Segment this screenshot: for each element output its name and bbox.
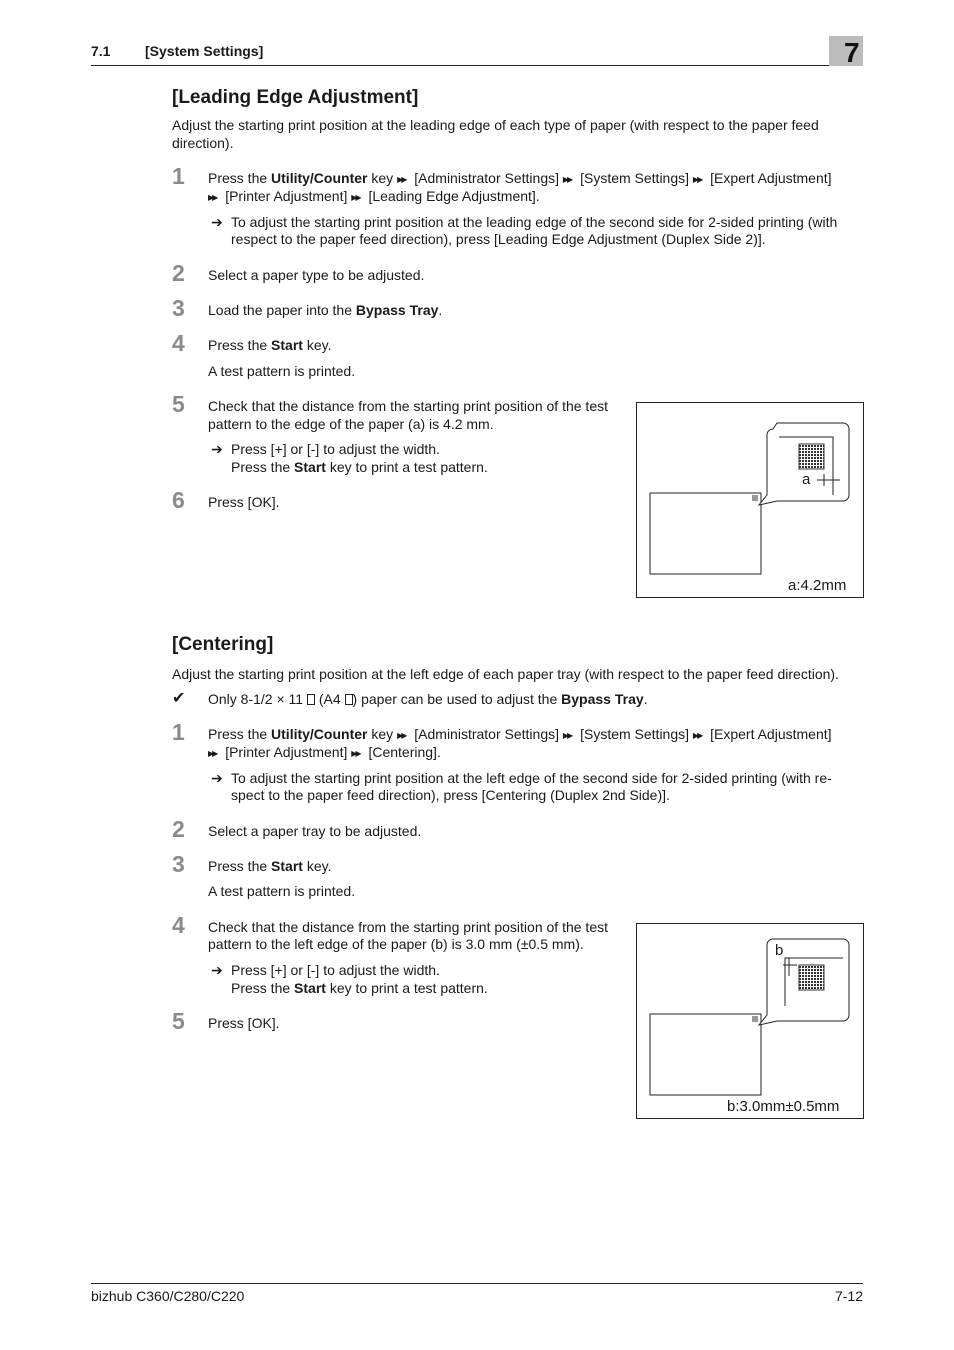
footer-rule: [91, 1283, 863, 1284]
paper-orientation-icon: [345, 694, 353, 705]
double-arrow-icon: ▶▶: [397, 175, 406, 184]
figure-caption: b:3.0mm±0.5mm: [727, 1098, 840, 1115]
step-number: 5: [172, 1008, 185, 1034]
leading-edge-heading: [Leading Edge Adjustment]: [172, 87, 419, 108]
step-text: Press [OK].: [208, 1015, 280, 1031]
double-arrow-icon: ▶▶: [692, 731, 702, 740]
step-text: Press the Start key.: [208, 337, 332, 353]
double-arrow-icon: ▶▶: [692, 175, 702, 184]
double-arrow-icon: ▶▶: [351, 193, 360, 202]
figure-caption: a:4.2mm: [788, 577, 847, 594]
leading-edge-intro-line2: direction).: [172, 135, 234, 151]
step-result: A test pattern is printed.: [208, 363, 356, 379]
dimension-label: a: [802, 471, 811, 488]
step-text: Select a paper type to be adjusted.: [208, 267, 425, 283]
sub-step-text: respect to the paper feed direction), press [Leading Edge Adjustment (Duplex Side 2)].: [231, 231, 766, 247]
sub-step-text: Press [+] or [-] to adjust the width.: [231, 962, 440, 978]
double-arrow-icon: ▶▶: [397, 731, 406, 740]
step-number: 1: [172, 719, 185, 745]
step-text: Press the Utility/Counter key ▶▶ [Administrator Settings] ▶▶ [System Settings] ▶▶ [Expert Adjustment]: [208, 170, 832, 186]
step-number: 6: [172, 487, 185, 513]
step-text: pattern to the edge of the paper (a) is 4.2 mm.: [208, 416, 494, 432]
chapter-number: 7: [844, 37, 860, 68]
footer-model: bizhub C360/C280/C220: [91, 1288, 245, 1304]
leading-edge-intro-line1: Adjust the starting print position at the leading edge of each type of paper (with respect to the paper feed: [172, 117, 819, 133]
double-arrow-icon: ▶▶: [562, 175, 572, 184]
double-arrow-icon: ▶▶: [208, 749, 217, 758]
double-arrow-icon: ▶▶: [351, 749, 360, 758]
step-number: 4: [172, 912, 185, 938]
step-text: pattern to the left edge of the paper (b) is 3.0 mm (±0.5 mm).: [208, 936, 584, 952]
check-icon: ✔: [172, 690, 186, 707]
header-rule: [91, 65, 863, 66]
step-text: Press the Start key.: [208, 858, 332, 874]
step-text: Press [OK].: [208, 494, 280, 510]
step-text: ▶▶ [Printer Adjustment] ▶▶ [Centering].: [208, 744, 441, 760]
paper-orientation-icon: [307, 694, 315, 705]
step-text: Press the Utility/Counter key ▶▶ [Administrator Settings] ▶▶ [System Settings] ▶▶ [Expert Adjustment]: [208, 726, 832, 742]
sub-step-text: To adjust the starting print position at the left edge of the second side for 2-sided printing (with re-: [231, 770, 832, 786]
sub-step-text: Press the Start key to print a test pattern.: [231, 980, 488, 996]
sub-step-text: Press the Start key to print a test pattern.: [231, 459, 488, 475]
centering-heading: [Centering]: [172, 634, 274, 655]
sub-step-text: To adjust the starting print position at the leading edge of the second side for 2-sided printing (with: [231, 214, 838, 230]
arrow-icon: ➔: [211, 441, 223, 457]
step-text: Check that the distance from the starting print position of the test: [208, 919, 608, 935]
step-number: 2: [172, 816, 185, 842]
leading-edge-figure: [636, 402, 864, 598]
step-result: A test pattern is printed.: [208, 883, 356, 899]
arrow-icon: ➔: [211, 770, 223, 786]
sub-step-text: spect to the paper feed direction), press [Centering (Duplex 2nd Side)].: [231, 787, 670, 803]
sub-step-text: Press [+] or [-] to adjust the width.: [231, 441, 440, 457]
arrow-icon: ➔: [211, 214, 223, 230]
step-text: Load the paper into the Bypass Tray.: [208, 302, 443, 318]
step-number: 2: [172, 260, 185, 286]
step-number: 3: [172, 295, 185, 321]
dimension-label: b: [775, 942, 784, 959]
section-number: 7.1: [91, 43, 111, 59]
arrow-icon: ➔: [211, 962, 223, 978]
centering-figure: [636, 923, 864, 1119]
paper-diagram: [637, 403, 863, 597]
step-number: 1: [172, 163, 185, 189]
step-number: 4: [172, 330, 185, 356]
step-text: Check that the distance from the starting print position of the test: [208, 398, 608, 414]
section-title: [System Settings]: [145, 43, 264, 59]
step-text: ▶▶ [Printer Adjustment] ▶▶ [Leading Edge Adjustment].: [208, 188, 540, 204]
centering-intro: Adjust the starting print position at the left edge of each paper tray (with respect to the paper feed direction).: [172, 666, 839, 682]
step-number: 3: [172, 851, 185, 877]
double-arrow-icon: ▶▶: [208, 193, 217, 202]
paper-diagram: [637, 924, 863, 1118]
step-text: Select a paper tray to be adjusted.: [208, 823, 422, 839]
page-number: 7-12: [834, 1288, 863, 1304]
double-arrow-icon: ▶▶: [562, 731, 572, 740]
step-number: 5: [172, 391, 185, 417]
note-text: Only 8-1/2 × 11 (A4 ) paper can be used to adjust the Bypass Tray.: [208, 691, 648, 707]
